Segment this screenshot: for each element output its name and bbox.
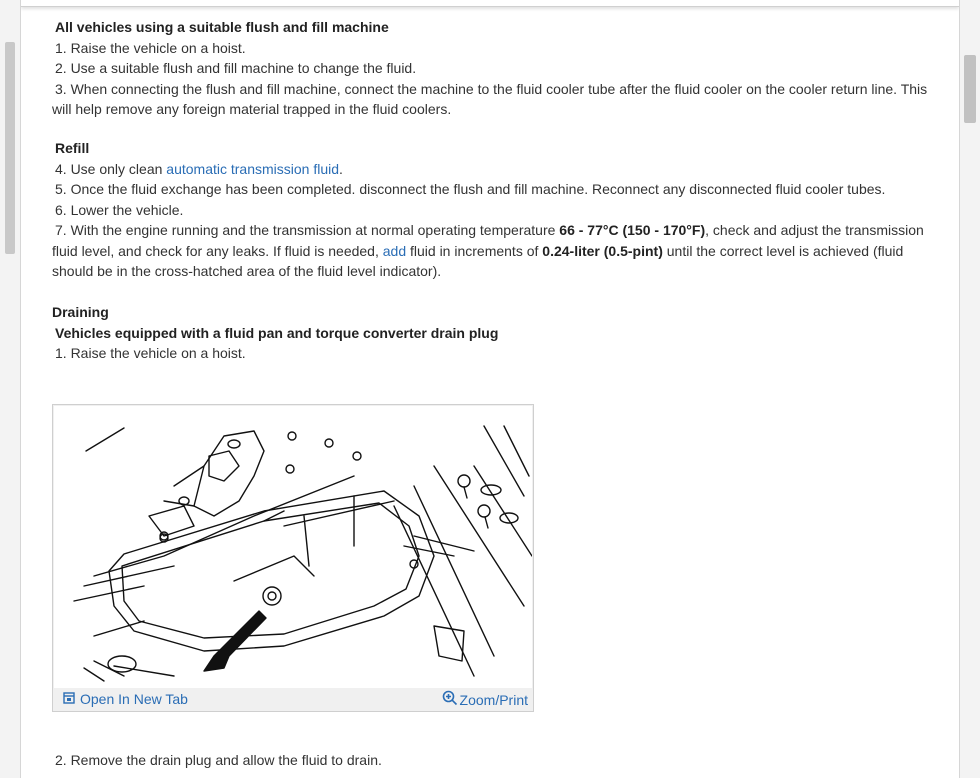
refill-heading: Refill — [55, 140, 90, 156]
refill-step-4-prefix: 4. Use only clean — [55, 160, 167, 177]
open-in-new-tab-link[interactable] — [63, 691, 188, 707]
step-7-text-a: 7. With the engine running and the transmission at normal operating temperature — [55, 222, 560, 238]
open-in-new-tab-label: Open In New Tab — [80, 691, 188, 707]
left-scrollbar-thumb[interactable] — [5, 42, 15, 254]
draining-step-2: 2. Remove the drain plug and allow the fluid to drain. — [55, 752, 382, 768]
panel-top-edge — [21, 0, 959, 7]
zoom-print-link[interactable] — [442, 690, 528, 709]
add-fluid-link[interactable]: add — [382, 242, 407, 259]
refill-step-5: 5. Once the fluid exchange has been completed. disconnect the flush and fill machine. Reconnect any disconnected fluid cooler tubes. — [55, 181, 886, 197]
left-scrollbar[interactable] — [0, 0, 20, 778]
fluid-increment: 0.24-liter (0.5-pint) — [542, 242, 663, 259]
zoom-print-label: Zoom/Print — [459, 691, 528, 708]
article-panel — [20, 0, 960, 778]
refill-step-7 — [52, 220, 947, 282]
refill-step-4 — [52, 159, 947, 180]
transmission-pan-illustration[interactable] — [54, 406, 532, 688]
step-7-text-c: fluid in increments of — [406, 242, 543, 259]
step-7-text-d: until the correct level is achieved (fluid should be in the cross-hatched area of the fluid level indicator). — [52, 242, 904, 279]
flush-step-1: 1. Raise the vehicle on a hoist. — [55, 39, 246, 56]
open-new-tab-icon — [63, 691, 75, 707]
flush-fill-section — [52, 17, 947, 120]
zoom-magnifier-icon — [442, 690, 458, 709]
draining-step-2-block — [52, 750, 947, 771]
flush-fill-heading: All vehicles using a suitable flush and fill machine — [55, 19, 389, 35]
flush-step-3: 3. When connecting the flush and fill machine, connect the machine to the fluid cooler tube after the fluid cooler on the cooler return line. This will help remove any foreign material trapped in the fluid coolers. — [52, 80, 928, 117]
refill-section — [52, 138, 947, 282]
draining-section — [52, 302, 947, 364]
right-scrollbar[interactable] — [960, 0, 980, 778]
refill-step-6: 6. Lower the vehicle. — [55, 201, 184, 218]
draining-step-1: 1. Raise the vehicle on a hoist. — [55, 345, 246, 361]
right-scrollbar-thumb[interactable] — [964, 55, 976, 123]
operating-temperature: 66 - 77°C (150 - 170°F) — [559, 222, 706, 238]
figure-toolbar — [53, 689, 533, 711]
draining-heading: Draining — [52, 304, 109, 320]
draining-subheading: Vehicles equipped with a fluid pan and torque converter drain plug — [55, 324, 499, 341]
step-7-text-b: , check and adjust the transmission fluid level, and check for any leaks. If fluid is needed, — [52, 222, 924, 259]
atf-link[interactable]: automatic transmission fluid — [166, 160, 340, 177]
refill-step-4-suffix: . — [339, 160, 343, 177]
flush-step-2: 2. Use a suitable flush and fill machine to change the fluid. — [55, 60, 417, 76]
drain-plug-figure — [52, 404, 534, 712]
